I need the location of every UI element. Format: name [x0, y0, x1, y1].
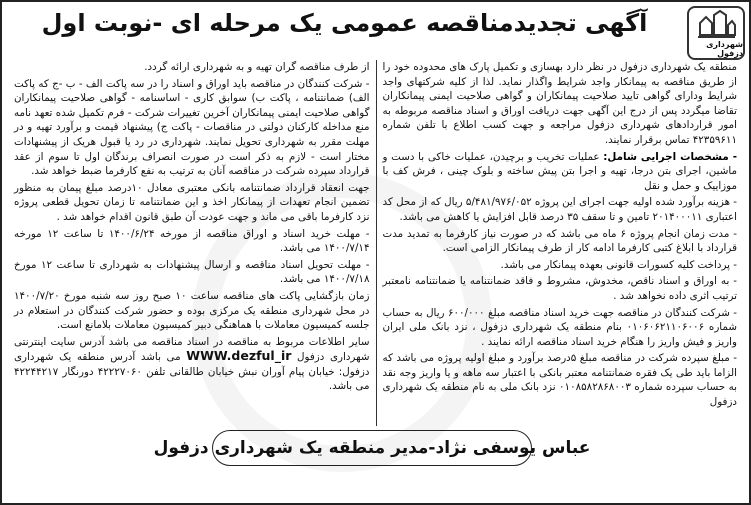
paragraph: - مهلت خرید اسناد و اوراق مناقصه از مورخه ۱۴۰۰/۶/۲۴ تا ساعت ۱۲ مورخه ۱۴۰۰/۷/۱۴ می باشد.: [14, 227, 370, 255]
paragraph: - به اوراق و اسناد ناقص، مخدوش، مشروط و فاقد ضمانتنامه یا ضمانتنامه نامعتبر ترتیب اثری داده نخواهد شد .: [382, 275, 737, 302]
paragraph: - مدت زمان انجام پروژه ۶ ماه می باشد که در صورت نیاز کارفرما به تمدید مدت قرارداد با ابلاغ کتبی کارفرما ادامه کار از طرف پیمانکار الزامی است.: [382, 227, 738, 255]
paragraph: - مهلت تحویل اسناد مناقصه و ارسال پیشنهادات به شهرداری تا ساعت ۱۲ مورخ ۱۴۰۰/۷/۱۸ می باشد.: [14, 258, 370, 286]
signature-box: عباس یوسفی نژاد-مدیر منطقه یک شهرداری دزفول: [212, 430, 532, 466]
address-text: می باشد آدرس منطقه یک شهرداری دزفول: خیابان پیام آوران نبش خیابان طالقانی تلفن ۴۲۲۲۷۰۶۰ دورنگار ۴۲۲۴۴۲۱۷ می باشد.: [14, 351, 370, 393]
right-column: [376, 60, 744, 426]
left-column: [8, 60, 376, 426]
paragraph: [383, 150, 738, 194]
paragraph: - مبلغ سپرده شرکت در مناقصه مبلغ ۵درصد برآورد و مبلغ اولیه پروژه می باشد که الزاما باید طی یک فقره ضمانتنامه معتبر بانکی با اعتبار سه ماهه و یا واریز وجه نقد به حساب سپرده شماره ۰۱۰۸۵۸۲۸۶۸۰۰۳ نزد بانک ملی به نام منطقه یک شهرداری دزفول: [382, 352, 737, 409]
municipality-logo: [687, 6, 745, 60]
logo-label: شهرداری دزفول: [706, 39, 743, 58]
emblem-icon: [696, 9, 736, 39]
specs-text: عملیات تخریب و برچیدن، عملیات خاکی با دست و ماشین، اجرای بتن درجا، تهیه و اجرا بتن پیش ساخته و بلوک چینی ، فرش کف با موزاییک و حمل و نقل: [382, 150, 737, 192]
paragraph: - هزینه برآورد شده اولیه جهت اجرای این پروژه ۵/۴۸۱/۹۷۶/۰۵۲ ریال که از محل کد اعتباری ۲۰۱۴۰۰۰۱۱ تامین و تا سقف ۳۵ درصد قابل افزایش یا کاهش می باشد.: [382, 196, 737, 223]
paragraph: [14, 335, 370, 394]
specs-label: - مشخصات اجرایی شامل:: [603, 150, 737, 163]
paragraph: - شرکت کنندگان در مناقصه جهت خرید اسناد مناقصه مبلغ ۶۰۰/۰۰۰ ریال به حساب شماره ۰۱۰۶۰۶۲۱۱۰۶۰۰۶ بنام منطقه یک شهرداری دزفول ، نزد بانک ملی ایران واریز و فیش واریز را هنگام خرید اسناد مناقصه ارائه نمایند .: [382, 306, 738, 348]
paragraph: - پرداخت کلیه کسورات قانونی بعهده پیمانکار می باشد.: [500, 258, 737, 271]
website-link[interactable]: WWW.dezful_ir: [186, 348, 292, 364]
paragraph: از طرف مناقصه گران تهیه و به شهرداری ارائه گردد.: [144, 61, 370, 73]
paragraph: منطقه یک شهرداری دزفول در نظر دارد بهسازی و تکمیل پارک های محدوده خود را از طریق مناقصه به پیمانکار واجد شرایط واگذار نماید. لذا از کلیه شرکتهای واجد شرایط ودارای گواهی تایید صلاحیت پیمانکاران و گواهی صلاحیت ایمنی پیمانکاران تقاضا میگردد پس از درج این آگهی جهت دریافت اوراق و اسناد مناقصه مربوطه به امور قراردادهای شهرداری دزفول مراجعه و جهت کسب اطلاع با تلفن شماره ۴۲۳۵۹۶۱۱ تماس برقرار نمایند.: [382, 61, 737, 146]
paragraph: جهت انعقاد قرارداد ضمانتنامه بانکی معتبری معادل ۱۰درصد مبلغ پیمان به منظور تضمین انجام تعهدات از پیمانکار اخذ و این ضمانتنامه تا زمان تحویل قطعی پروژه نزد کارفرما باقی می ماند و جهت عودت آن طبق قانون اقدام خواهد شد .: [14, 181, 370, 223]
info-text: سایر اطلاعات مربوط به مناقصه در اسناد مناقصه می باشد آدرس سایت اینترنتی شهرداری دزفول: [14, 335, 370, 364]
body-columns: [8, 60, 743, 426]
page-title: آگهی تجدیدمناقصه عمومی یک مرحله ای -نوبت اول: [41, 9, 648, 37]
paragraph: زمان بازگشایی پاکت های مناقصه ساعت ۱۰ صبح روز سه شنبه مورخ ۱۴۰۰/۷/۲۰ در محل شهرداری منطقه یک مرکزی بوده و حضور شرکت کنندگان در استعلام در جلسه کمیسیون معاملات با هماهنگی دبیر کمیسیون معاملات بلامانع است.: [14, 289, 370, 332]
paragraph: - شرکت کنندگان در مناقصه باید اوراق و اسناد را در سه پاکت الف - ب -ج که پاکت الف) ضمانتنامه ، پاکت ب) سوابق کاری - اساسنامه - گواهی صلاحیت پیمانکاران گواهی صلاحیت ایمنی پیمانکاران آخرین تغییرات شرکت - فرم تکمیل شده تعهد نامه منع مداخله کارکنان دولتی در مناقصات - پاکت ج) پیشنهاد قیمت و برآورد تهیه و در مهلت مقرر به شهرداری تحویل نمایند. شهرداری در رد یا قبول هریک از پیشنهادات مختار است - لازم به ذکر است در صورت انصراف برندگان اول تا سوم از عقد قرارداد سپرده شرکت در مناقصه آنان به ترتیب به نفع کارفرما ضبط خواهد شد.: [14, 77, 370, 178]
